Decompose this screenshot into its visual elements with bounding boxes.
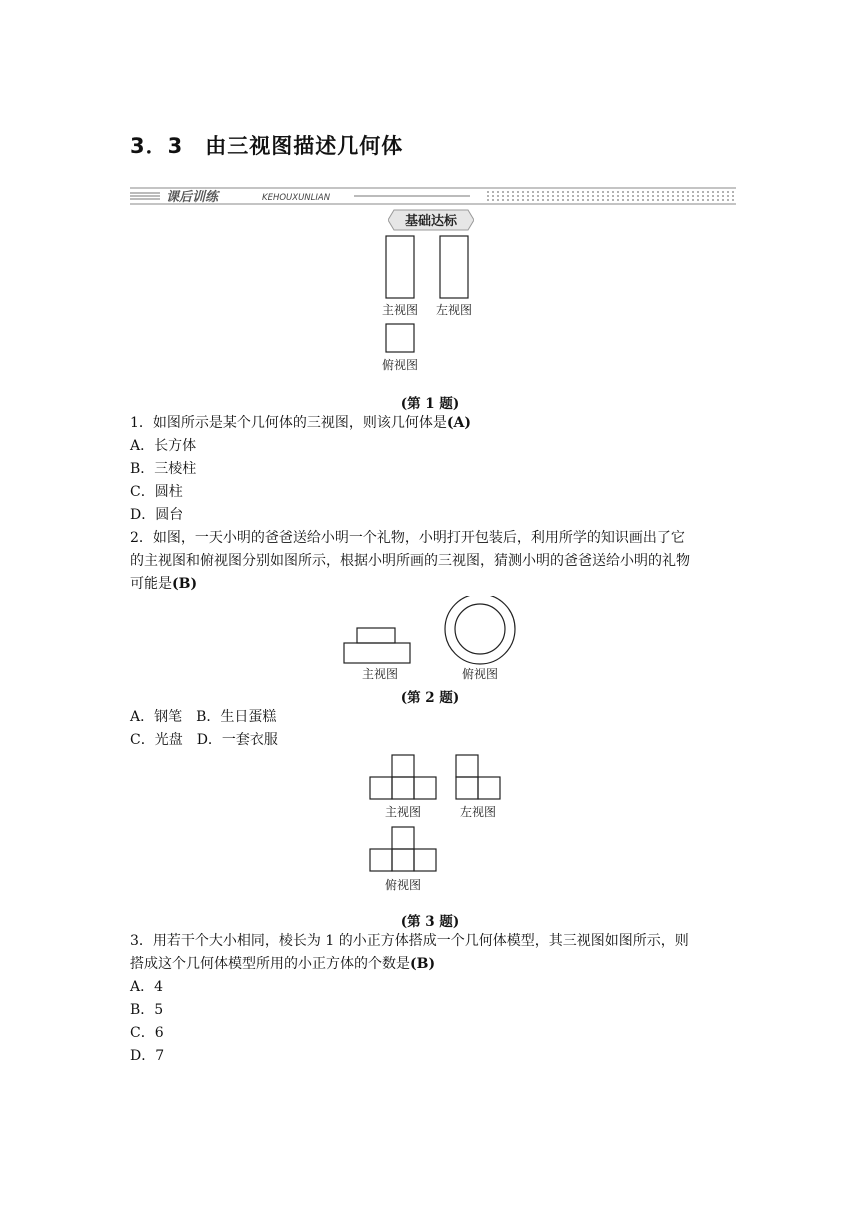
q2-stem-line-1: 2．如图，一天小明的爸爸送给小明一个礼物，小明打开包装后，利用所学的知识画出了它 — [130, 530, 685, 546]
q2-top-inner-circle — [455, 604, 505, 654]
q1-top-view-label: 俯视图 — [381, 358, 419, 372]
q3-left-view-label: 左视图 — [459, 805, 497, 819]
q1-stem — [130, 412, 471, 435]
q1-option-a: A．长方体 — [130, 438, 197, 454]
q3-option-a: A．4 — [130, 979, 164, 995]
figure-3-caption: (第 3 题) — [400, 914, 460, 930]
figure-3-three-views — [366, 752, 506, 896]
q1-stem-text: 1．如图所示是某个几何体的三视图，则该几何体是 — [130, 415, 447, 431]
figure-2-caption: (第 2 题) — [400, 690, 460, 706]
q2-options-row-2: C．光盘 D．一套衣服 — [130, 732, 278, 748]
q2-stem-text: 可能是 — [130, 576, 172, 592]
q3-stem-line-1: 3．用若干个大小相同，棱长为 1 的小正方体搭成一个几何体模型，其三视图如图所示，则 — [130, 933, 689, 949]
section-title: 3．3 由三视图描述几何体 — [130, 134, 404, 158]
level-badge-text: 基础达标 — [404, 214, 458, 229]
q2-options-row-1: A．钢笔 B．生日蛋糕 — [130, 709, 277, 725]
q1-option-c: C．圆柱 — [130, 484, 183, 500]
q3-top-view — [370, 827, 436, 871]
q2-answer: (B) — [172, 576, 198, 592]
q3-option-b: B．5 — [130, 1002, 164, 1018]
q3-stem-line-2 — [130, 953, 435, 976]
q2-stem-line-2: 的主视图和俯视图分别如图所示，根据小明所画的三视图，猜测小明的爸爸送给小明的礼物 — [130, 553, 690, 569]
q1-left-view-label: 左视图 — [435, 303, 473, 317]
q1-option-d: D．圆台 — [130, 507, 184, 523]
q1-option-b: B．三棱柱 — [130, 461, 197, 477]
figure-1-caption: (第 1 题) — [400, 396, 460, 412]
q3-option-d: D．7 — [130, 1048, 165, 1064]
q3-left-view — [456, 755, 500, 799]
q3-front-view — [370, 755, 436, 799]
q1-left-view-rect — [440, 236, 468, 298]
banner-en-text: KEHOUXUNLIAN — [262, 193, 331, 203]
banner-dot-pattern — [486, 190, 736, 202]
q1-front-view-label: 主视图 — [381, 303, 419, 317]
q3-option-c: C．6 — [130, 1025, 164, 1041]
q3-top-view-label: 俯视图 — [384, 878, 422, 892]
q3-stem-text: 搭成这个几何体模型所用的小正方体的个数是 — [130, 956, 410, 972]
q1-answer: (A) — [446, 415, 472, 431]
q2-front-top-rect — [357, 628, 395, 643]
figure-1-three-views — [376, 234, 486, 376]
q3-front-view-label: 主视图 — [384, 805, 422, 819]
q1-front-view-rect — [386, 236, 414, 298]
figure-2-views — [340, 596, 530, 684]
level-badge — [388, 209, 474, 231]
q3-answer: (B) — [410, 956, 436, 972]
q2-top-view-label: 俯视图 — [461, 667, 499, 681]
q2-front-base-rect — [344, 643, 410, 663]
q2-stem-line-3 — [130, 573, 197, 596]
q1-top-view-rect — [386, 324, 414, 352]
banner-cn-text: 课后训练 — [166, 190, 219, 205]
q2-front-view-label: 主视图 — [361, 667, 399, 681]
